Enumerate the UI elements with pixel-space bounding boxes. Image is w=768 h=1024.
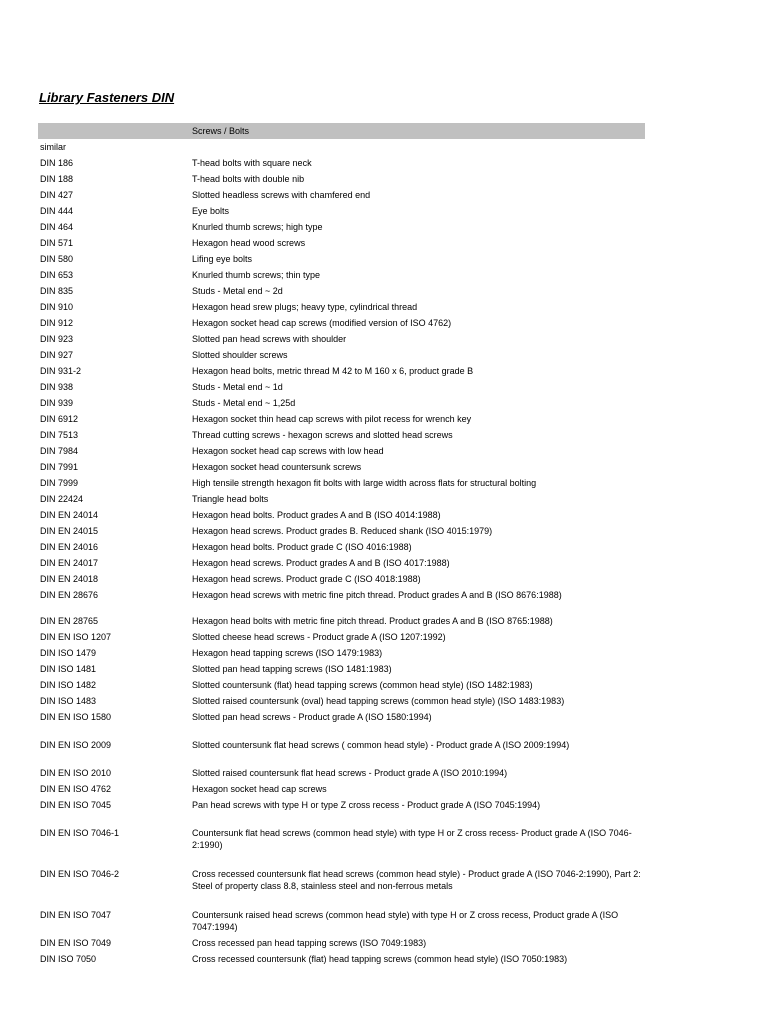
row-code: DIN 939 [40,398,74,408]
row-code: DIN 835 [40,286,74,296]
table-row [38,781,645,797]
table-row [38,613,645,629]
table-row [38,411,645,427]
table-row [38,219,645,235]
row-code: DIN 653 [40,270,74,280]
row-description: Slotted countersunk flat head screws ( common head style) - Product grade A (ISO 2009:1994) [192,740,570,750]
row-description: Hexagon socket head countersunk screws [192,462,362,472]
table-row [38,267,645,283]
table-row [38,139,645,155]
row-description: T-head bolts with square neck [192,158,312,168]
table-row [38,427,645,443]
row-description: Knurled thumb screws; high type [192,222,323,232]
row-code: DIN EN 24014 [40,510,99,520]
row-description: Eye bolts [192,206,230,216]
row-code: DIN EN ISO 2009 [40,740,112,750]
row-description: Countersunk raised head screws (common head style) with type H or Z cross recess, Product grade A (ISO 7047:1994) [192,910,619,932]
table-row [38,677,645,693]
row-description: Slotted countersunk (flat) head tapping screws (common head style) (ISO 1482:1983) [192,680,533,690]
table-row [38,475,645,491]
table-row [38,299,645,315]
row-code: DIN ISO 7050 [40,954,97,964]
row-description: Cross recessed pan head tapping screws (ISO 7049:1983) [192,938,427,948]
table-row [38,523,645,539]
table-row [38,866,645,907]
row-code: DIN 571 [40,238,74,248]
table-row [38,629,645,645]
row-code: DIN 923 [40,334,74,344]
row-code: DIN 910 [40,302,74,312]
row-code: DIN EN ISO 7047 [40,910,112,920]
table-row [38,737,645,765]
row-description: Hexagon socket thin head cap screws with pilot recess for wrench key [192,414,472,424]
table-row [38,693,645,709]
row-description: Studs - Metal end ~ 1d [192,382,283,392]
row-code: DIN 912 [40,318,74,328]
row-code: DIN EN ISO 1207 [40,632,112,642]
row-description: Slotted pan head tapping screws (ISO 1481:1983) [192,664,392,674]
row-code: DIN 22424 [40,494,84,504]
row-code: DIN EN ISO 1580 [40,712,112,722]
row-description: Slotted pan head screws - Product grade A (ISO 1580:1994) [192,712,432,722]
row-description: Lifing eye bolts [192,254,253,264]
row-code: DIN 427 [40,190,74,200]
row-code: DIN EN ISO 4762 [40,784,112,794]
row-description: Cross recessed countersunk flat head screws (common head style) - Product grade A (ISO 7046-2:1990), Part 2: Steel of property class 8.8, stainless steel and non-ferrous metals [192,869,641,891]
table-row [38,951,645,967]
row-code: DIN 7999 [40,478,79,488]
row-description: Hexagon head bolts, metric thread M 42 to M 160 x 6, product grade B [192,366,474,376]
table-header [38,123,645,139]
table-row [38,709,645,737]
row-code: DIN 938 [40,382,74,392]
table-row [38,907,645,935]
row-description: Slotted shoulder screws [192,350,288,360]
row-code: DIN EN 28676 [40,590,99,600]
table-row [38,539,645,555]
table-row [38,379,645,395]
row-description: Hexagon head bolts. Product grades A and B (ISO 4014:1988) [192,510,441,520]
row-code: similar [40,142,66,152]
table-row [38,347,645,363]
table-row [38,283,645,299]
row-code: DIN EN ISO 7049 [40,938,112,948]
table-row [38,645,645,661]
row-code: DIN ISO 1479 [40,648,97,658]
table-row [38,443,645,459]
table-row [38,203,645,219]
row-description: High tensile strength hexagon fit bolts with large width across flats for structural bolting [192,478,537,488]
row-description: Slotted raised countersunk flat head screws - Product grade A (ISO 2010:1994) [192,768,508,778]
row-code: DIN EN ISO 7045 [40,800,112,810]
row-code: DIN EN ISO 7046-1 [40,828,120,838]
row-description: Hexagon head screws. Product grade C (ISO 4018:1988) [192,574,421,584]
table-row [38,363,645,379]
row-description: Hexagon socket head cap screws [192,784,327,794]
row-description: Pan head screws with type H or type Z cross recess - Product grade A (ISO 7045:1994) [192,800,541,810]
table-row [38,171,645,187]
row-description: Slotted pan head screws with shoulder [192,334,347,344]
row-description: T-head bolts with double nib [192,174,305,184]
table-row [38,765,645,781]
table-row [38,187,645,203]
table-row [38,507,645,523]
row-description: Hexagon head wood screws [192,238,306,248]
row-description: Cross recessed countersunk (flat) head tapping screws (common head style) (ISO 7050:1983) [192,954,568,964]
row-code: DIN EN 24017 [40,558,99,568]
table-row [38,935,645,951]
table-row [38,797,645,825]
table-row [38,661,645,677]
table-row [38,825,645,866]
document-title: Library Fasteners DIN [39,90,175,105]
row-description: Triangle head bolts [192,494,269,504]
row-code: DIN 931-2 [40,366,82,376]
row-description: Hexagon head screws. Product grades A and B (ISO 4017:1988) [192,558,450,568]
row-description: Countersunk flat head screws (common head style) with type H or Z cross recess- Product grade A (ISO 7046-2:1990) [192,828,632,850]
row-description: Studs - Metal end ~ 2d [192,286,283,296]
row-code: DIN 927 [40,350,74,360]
row-code: DIN 7991 [40,462,79,472]
row-code: DIN 188 [40,174,74,184]
table-body [38,139,645,967]
row-code: DIN 464 [40,222,74,232]
fasteners-table [38,123,645,967]
row-description: Hexagon head bolts. Product grade C (ISO 4016:1988) [192,542,412,552]
table-row [38,459,645,475]
table-row [38,331,645,347]
row-description: Knurled thumb screws; thin type [192,270,321,280]
row-description: Hexagon head srew plugs; heavy type, cylindrical thread [192,302,418,312]
row-description: Hexagon head screws with metric fine pitch thread. Product grades A and B (ISO 8676:1988) [192,590,562,600]
table-row [38,395,645,411]
row-code: DIN EN 24018 [40,574,99,584]
row-code: DIN ISO 1481 [40,664,97,674]
table-row [38,315,645,331]
row-code: DIN 580 [40,254,74,264]
row-description: Hexagon socket head cap screws with low head [192,446,384,456]
table-row [38,555,645,571]
row-code: DIN 7513 [40,430,79,440]
table-row [38,235,645,251]
row-description: Slotted cheese head screws - Product grade A (ISO 1207:1992) [192,632,446,642]
row-code: DIN ISO 1482 [40,680,97,690]
row-description: Slotted headless screws with chamfered end [192,190,371,200]
table-row [38,155,645,171]
header-category: Screws / Bolts [192,126,250,136]
row-code: DIN EN 24016 [40,542,99,552]
row-description: Hexagon head screws. Product grades B. Reduced shank (ISO 4015:1979) [192,526,493,536]
row-code: DIN 6912 [40,414,79,424]
row-code: DIN EN ISO 2010 [40,768,112,778]
table-row [38,491,645,507]
row-description: Slotted raised countersunk (oval) head tapping screws (common head style) (ISO 1483:1983) [192,696,565,706]
row-code: DIN EN 24015 [40,526,99,536]
row-code: DIN 186 [40,158,74,168]
table-row [38,587,645,613]
row-code: DIN ISO 1483 [40,696,97,706]
row-description: Thread cutting screws - hexagon screws and slotted head screws [192,430,453,440]
row-description: Hexagon head tapping screws (ISO 1479:1983) [192,648,383,658]
row-description: Studs - Metal end ~ 1,25d [192,398,296,408]
row-code: DIN EN ISO 7046-2 [40,869,120,879]
row-code: DIN EN 28765 [40,616,99,626]
table-row [38,251,645,267]
row-description: Hexagon head bolts with metric fine pitch thread. Product grades A and B (ISO 8765:1988) [192,616,553,626]
row-code: DIN 7984 [40,446,79,456]
row-description: Hexagon socket head cap screws (modified version of ISO 4762) [192,318,452,328]
row-code: DIN 444 [40,206,74,216]
table-row [38,571,645,587]
